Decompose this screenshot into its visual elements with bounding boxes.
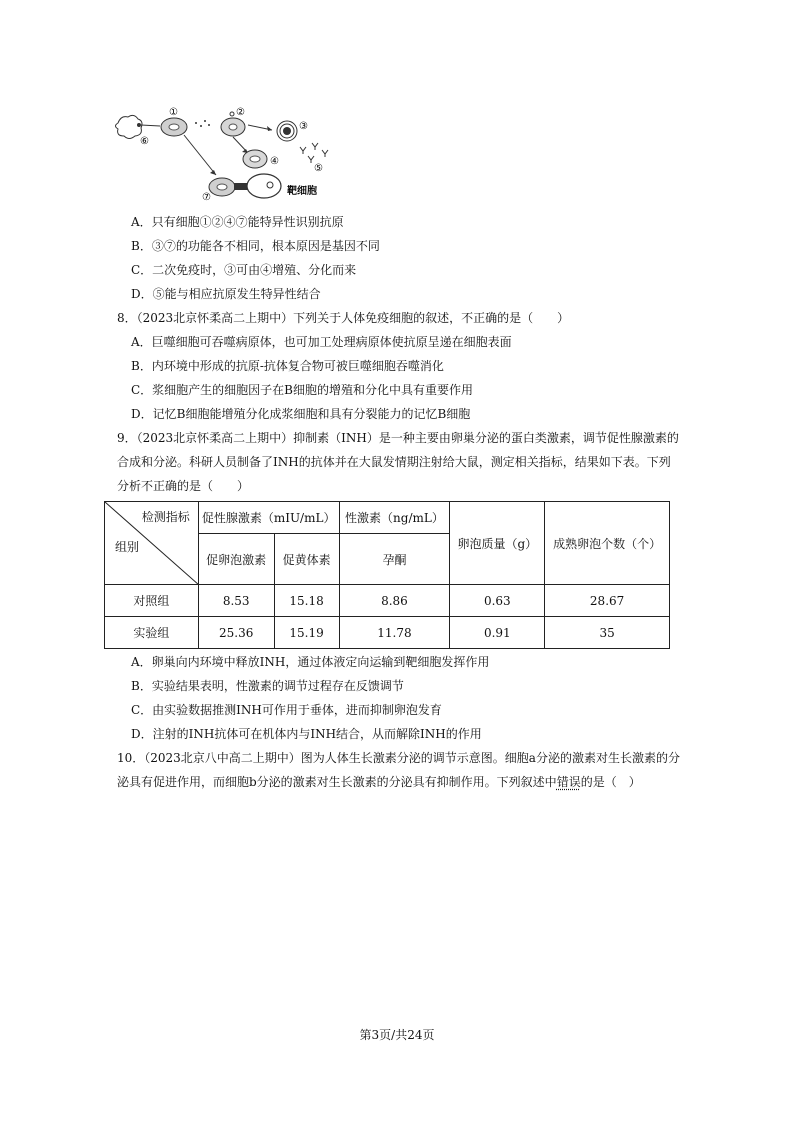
q8-option-b: B．内环境中形成的抗原-抗体复合物可被巨噬细胞吞噬消化 bbox=[131, 359, 444, 373]
label-1: ① bbox=[169, 107, 178, 118]
table-cell: 15.19 bbox=[274, 617, 339, 649]
label-3: ③ bbox=[299, 121, 308, 132]
table-row bbox=[105, 617, 670, 649]
q9-stem-line-1: 9．（2023北京怀柔高二上期中）抑制素（INH）是一种主要由卵巢分泌的蛋白类激素，调节促性腺激素的 bbox=[117, 431, 679, 445]
header-gonadotropin: 促性腺激素（mIU/mL） bbox=[198, 502, 339, 534]
table-row bbox=[105, 585, 670, 617]
header-sex-hormone: 性激素（ng/mL） bbox=[339, 502, 450, 534]
q9-stem-line-2: 合成和分泌。科研人员制备了INH的抗体并在大鼠发情期注射给大鼠，测定相关指标，结果如下表。下列 bbox=[117, 455, 671, 469]
q8-option-a: A．巨噬细胞可吞噬病原体，也可加工处理病原体使抗原呈递在细胞表面 bbox=[131, 335, 512, 349]
q9-stem-line-3: 分析不正确的是（ ） bbox=[117, 479, 250, 493]
label-2: ② bbox=[236, 107, 245, 118]
label-6: ⑥ bbox=[140, 136, 149, 147]
immune-cell-diagram bbox=[112, 103, 332, 203]
table-cell: 25.36 bbox=[198, 617, 274, 649]
table-cell: 8.53 bbox=[198, 585, 274, 617]
table-corner-cell bbox=[105, 502, 199, 585]
subheader-progesterone: 孕酮 bbox=[339, 534, 450, 585]
q9-option-d: D．注射的INH抗体可在机体内与INH结合，从而解除INH的作用 bbox=[131, 727, 482, 741]
table-cell: 28.67 bbox=[545, 585, 670, 617]
q10-stem-line-1: 10．（2023北京八中高二上期中）图为人体生长激素分泌的调节示意图。细胞a分泌的激素对生长激素的分 bbox=[117, 751, 680, 765]
q8-stem: 8．（2023北京怀柔高二上期中）下列关于人体免疫细胞的叙述，不正确的是（ ） bbox=[117, 311, 570, 325]
label-5: ⑤ bbox=[314, 163, 323, 174]
q10-stem-pre: 泌具有促进作用，而细胞b分泌的激素对生长激素的分泌具有抑制作用。下列叙述中 bbox=[117, 775, 557, 789]
header-follicle-mass: 卵泡质量（g） bbox=[450, 502, 545, 585]
q8-option-c: C．浆细胞产生的细胞因子在B细胞的增殖和分化中具有重要作用 bbox=[131, 383, 474, 397]
header-mature-follicle-count: 成熟卵泡个数（个） bbox=[545, 502, 670, 585]
table-cell: 15.18 bbox=[274, 585, 339, 617]
subheader-fsh: 促卵泡激素 bbox=[198, 534, 274, 585]
target-cell bbox=[247, 174, 281, 198]
corner-header-group: 组别 bbox=[115, 540, 140, 554]
corner-header-indicator: 检测指标 bbox=[141, 510, 190, 524]
q9-option-b: B．实验结果表明，性激素的调节过程存在反馈调节 bbox=[131, 679, 404, 693]
target-cell-label: 靶细胞 bbox=[287, 186, 317, 197]
results-table bbox=[104, 501, 670, 649]
q7-option-c: C．二次免疫时，③可由④增殖、分化而来 bbox=[131, 263, 357, 277]
q10-stem-post: 的是（ ） bbox=[580, 775, 641, 789]
table-cell: 0.91 bbox=[450, 617, 545, 649]
q7-option-b: B．③⑦的功能各不相同，根本原因是基因不同 bbox=[131, 239, 380, 253]
q10-stem-line-2 bbox=[117, 774, 641, 790]
page-footer: 第3页/共24页 bbox=[359, 1028, 435, 1042]
q7-option-d: D．⑤能与相应抗原发生特异性结合 bbox=[131, 287, 321, 301]
q7-option-a: A．只有细胞①②④⑦能特异性识别抗原 bbox=[131, 215, 344, 229]
label-7: ⑦ bbox=[202, 192, 211, 203]
antibodies bbox=[300, 143, 328, 163]
q9-option-c: C．由实验数据推测INH可作用于垂体，进而抑制卵泡发育 bbox=[131, 703, 442, 717]
pathogen-shape bbox=[116, 115, 143, 138]
table-cell: 8.86 bbox=[339, 585, 450, 617]
subheader-lh: 促黄体素 bbox=[274, 534, 339, 585]
q8-option-d: D．记忆B细胞能增殖分化成浆细胞和具有分裂能力的记忆B细胞 bbox=[131, 407, 471, 421]
row-label: 实验组 bbox=[105, 617, 199, 649]
table-cell: 35 bbox=[545, 617, 670, 649]
q10-emphasis: 错误 bbox=[556, 775, 581, 789]
label-4: ④ bbox=[270, 156, 279, 167]
row-label: 对照组 bbox=[105, 585, 199, 617]
table-cell: 11.78 bbox=[339, 617, 450, 649]
table-cell: 0.63 bbox=[450, 585, 545, 617]
q9-option-a: A．卵巢向内环境中释放INH，通过体液定向运输到靶细胞发挥作用 bbox=[131, 655, 490, 669]
